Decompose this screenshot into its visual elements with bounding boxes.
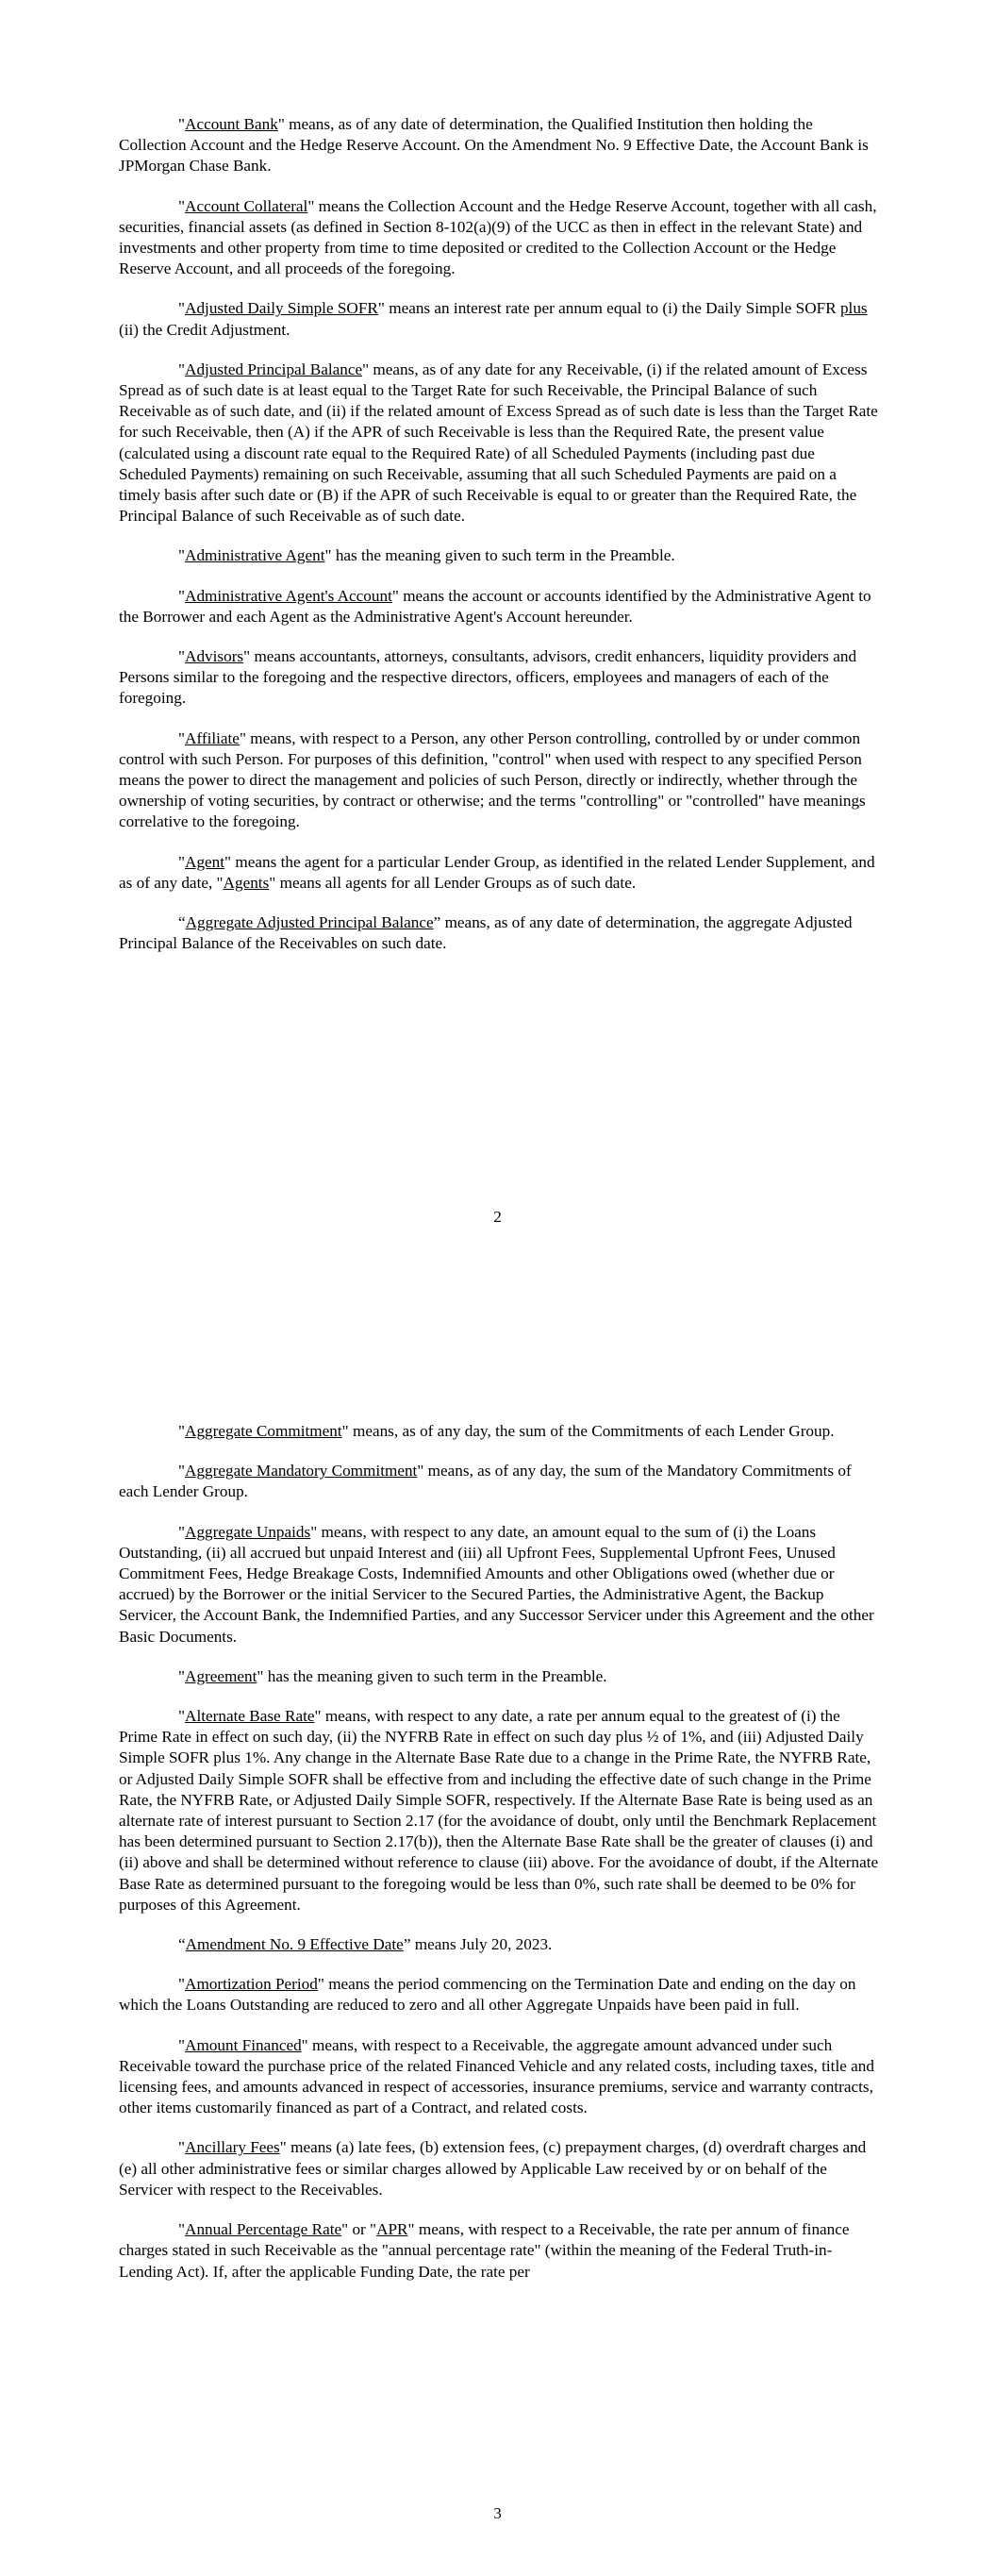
open-quote: " — [178, 1975, 186, 1994]
definition-text: means the agent for a particular Lender Group, as identified in the related Lender Supplement, and as of any date, " — [119, 852, 875, 892]
open-quote: " — [178, 2220, 186, 2239]
open-quote: " — [178, 1707, 186, 1726]
close-quote: ” — [433, 913, 441, 932]
definition-text: means the account or accounts identified by the Administrative Agent to the Borrower and each Agent as the Administrative Agent's Account hereunder. — [119, 586, 871, 626]
defined-term: Annual Percentage Rate — [185, 2220, 342, 2239]
open-quote: " — [178, 1422, 186, 1440]
close-quote: " — [301, 2035, 308, 2054]
definition-text: means the period commencing on the Termination Date and ending on the day on which the Loans Outstanding are reduced to zero and all other Aggregate Unpaids have been paid in full. — [119, 1975, 856, 2015]
definition-text: means, as of any date of determination, the Qualified Institution then holding the Collection Account and the Hedge Reserve Account. On the Amendment No. 9 Effective Date, the Account Bank is JPMorgan Chase Bank. — [119, 115, 869, 176]
close-quote: " — [310, 1522, 318, 1541]
close-quote: " — [277, 115, 285, 133]
close-quote: " — [362, 360, 370, 378]
close-quote: ” — [403, 1935, 411, 1954]
definition-paragraph — [119, 114, 879, 177]
open-quote: " — [178, 852, 186, 871]
defined-term: Aggregate Unpaids — [185, 1522, 311, 1541]
close-quote: " — [341, 1422, 349, 1440]
open-quote: " — [178, 546, 186, 565]
open-quote: " — [178, 2035, 186, 2054]
definition-paragraph — [119, 646, 879, 710]
definition-paragraph — [119, 1706, 879, 1915]
definition-text: has the meaning given to such term in the Preamble. — [331, 546, 675, 565]
close-quote: " — [279, 2138, 287, 2157]
definition-text: means, as of any date of determination, the aggregate Adjusted Principal Balance of the Receivables on such date. — [119, 913, 853, 953]
definition-text-cont: " means, with respect to a Receivable, the rate per annum of finance charges stated in such Receivable as the "annual percentage rate" (within the meaning of the Federal Truth-in-Lending Act). If, after the applicable Funding Date, the rate per — [119, 2220, 850, 2281]
definition-text: has the meaning given to such term in the Preamble. — [263, 1666, 607, 1685]
definition-paragraph — [119, 2035, 879, 2119]
open-quote: " — [178, 115, 186, 133]
definition-paragraph — [119, 196, 879, 280]
close-quote: " — [341, 2220, 349, 2239]
open-quote: " — [178, 1666, 186, 1685]
close-quote: " — [317, 1975, 324, 1994]
defined-term: Account Bank — [185, 115, 278, 133]
definition-text: means, with respect to any date, an amount equal to the sum of (i) the Loans Outstanding, (ii) all accrued but unpaid Interest and (iii) all Upfront Fees, Supplemental Upfront Fees, Unused Commitment Fees, Hedge Breakage Costs, Indemnified Amounts and other Obligations owed (whether due or accrued) by the Borrower or the initial Servicer to the Secured Parties, the Administrative Agent, the Backup Servicer, the Account Bank, the Indemnified Parties, and any Successor Servicer under this Agreement and the other Basic Documents. — [119, 1522, 874, 1646]
open-quote: " — [178, 1522, 186, 1541]
definition-paragraph — [119, 852, 879, 894]
definition-text: means, with respect to a Person, any other Person controlling, controlled by or under common control with such Person. For purposes of this definition, "control" when used with respect to any specified Person means the power to direct the management and policies of such Person, directly or indirectly, whether through the ownership of voting securities, by contract or otherwise; and the terms "controlling" or "controlled" have meanings correlative to the foregoing. — [119, 728, 866, 831]
open-quote: " — [178, 647, 186, 666]
definition-paragraph — [119, 1666, 879, 1687]
definition-text: means, with respect to any date, a rate per annum equal to the greatest of (i) the Prime Rate in effect on such day, (ii) the NYFRB Rate in effect on such day plus ½ of 1%, and (iii) Adjusted Daily Simple SOFR plus 1%. Any change in the Alternate Base Rate due to a change in the Prime Rate, the NYFRB Rate, or Adjusted Daily Simple SOFR shall be effective from and including the effective date of such change in the Prime Rate, the NYFRB Rate, or Adjusted Daily Simple SOFR, respectively. If the Alternate Base Rate is being used as an alternate rate of interest pursuant to Section 2.17 (for the avoidance of doubt, only until the Benchmark Replacement has been determined pursuant to Section 2.17(b)), then the Alternate Base Rate shall be the greater of clauses (i) and (ii) above and shall be determined without reference to clause (iii) above. For the avoidance of doubt, if the Alternate Base Rate as determined pursuant to the foregoing would be less than 0%, such rate shall be deemed to be 0% for purposes of this Agreement. — [119, 1707, 879, 1914]
definition-text: means, with respect to a Receivable, the aggregate amount advanced under such Receivable toward the purchase price of the related Financed Vehicle and any related costs, including taxes, title and licensing fees, and amounts advanced in respect of accessories, insurance premiums, service and warranty contracts, other items customarily financed as part of a Contract, and related costs. — [119, 2035, 874, 2117]
definition-text: means the Collection Account and the Hedge Reserve Account, together with all cash, securities, financial assets (as defined in Section 8-102(a)(9) of the UCC as then in effect in the relevant State) and investments and other property from time to time deposited or credited to the Collection Account or the Hedge Reserve Account, and all proceeds of the foregoing. — [119, 196, 877, 278]
open-quote: “ — [178, 913, 186, 932]
defined-term: Ancillary Fees — [185, 2138, 280, 2157]
definition-paragraph — [119, 1522, 879, 1648]
close-quote: " — [243, 647, 251, 666]
definition-text: means (a) late fees, (b) extension fees, (c) prepayment charges, (d) overdraft charges and (e) all other administrative fees or similar charges allowed by Applicable Law received by or on behalf of the Servicer with respect to the Receivables. — [119, 2138, 867, 2199]
defined-term: Aggregate Commitment — [185, 1422, 342, 1440]
defined-term: Advisors — [185, 647, 244, 666]
defined-term: Amendment No. 9 Effective Date — [185, 1935, 404, 1954]
definition-paragraph — [119, 586, 879, 627]
definition-text: means, as of any day, the sum of the Mandatory Commitments of each Lender Group. — [119, 1462, 852, 1501]
open-quote: " — [178, 2138, 186, 2157]
open-quote: “ — [178, 1935, 186, 1954]
defined-term: Amount Financed — [185, 2035, 302, 2054]
page-2-body — [119, 114, 879, 974]
definition-paragraph — [119, 298, 879, 340]
defined-term: Agreement — [185, 1666, 257, 1685]
close-quote: " — [224, 852, 232, 871]
page-number: 2 — [493, 1208, 502, 1226]
defined-term: Account Collateral — [185, 196, 308, 215]
open-quote: " — [178, 299, 186, 318]
defined-term: Aggregate Adjusted Principal Balance — [185, 913, 434, 932]
definition-paragraph — [119, 1461, 879, 1502]
page-number: 3 — [493, 2504, 502, 2522]
open-quote: " — [178, 360, 186, 378]
close-quote: " — [324, 546, 332, 565]
definition-paragraph — [119, 1934, 879, 1955]
defined-term: Aggregate Mandatory Commitment — [185, 1462, 418, 1480]
close-quote: " — [391, 586, 399, 605]
defined-term: Alternate Base Rate — [185, 1707, 315, 1726]
definition-paragraph — [119, 912, 879, 954]
defined-term: Agent — [185, 852, 225, 871]
definition-paragraph — [119, 2219, 879, 2283]
defined-term: Administrative Agent's Account — [185, 586, 392, 605]
definition-text-cont: " means all agents for all Lender Groups as of such date. — [269, 873, 637, 892]
definition-text: means accountants, attorneys, consultants, advisors, credit enhancers, liquidity providers and Persons similar to the foregoing and the respective directors, officers, employees and managers of each of the foregoing. — [119, 647, 857, 708]
defined-term: Administrative Agent — [185, 546, 325, 565]
definition-text: or " — [348, 2220, 377, 2239]
open-quote: " — [178, 728, 186, 747]
close-quote: " — [417, 1462, 424, 1480]
open-quote: " — [178, 1462, 186, 1480]
definition-paragraph — [119, 728, 879, 833]
definition-paragraph — [119, 545, 879, 566]
definition-paragraph — [119, 360, 879, 527]
open-quote: " — [178, 196, 186, 215]
close-quote: " — [239, 728, 246, 747]
underlined-word: APR — [376, 2220, 408, 2239]
close-quote: " — [314, 1707, 322, 1726]
definition-paragraph — [119, 1974, 879, 2016]
definition-paragraph — [119, 2137, 879, 2200]
close-quote: " — [257, 1666, 264, 1685]
definition-text: means an interest rate per annum equal to (i) the Daily Simple SOFR — [384, 299, 840, 318]
defined-term: Adjusted Principal Balance — [185, 360, 363, 378]
definition-paragraph — [119, 1421, 879, 1442]
definition-text: means, as of any date for any Receivable, (i) if the related amount of Excess Spread as of such date is at least equal to the Target Rate for such Receivable, the Principal Balance of such Receivable as of such date, and (ii) if the related amount of Excess Spread as of such date is less than the Target Rate for such Receivable, then (A) if the APR of such Receivable is less than the Required Rate, the present value (calculated using a discount rate equal to the Required Rate) of all Scheduled Payments (including past due Scheduled Payments) remaining on such Receivable, assuming that all such Scheduled Payments are paid on a timely basis after such date or (B) if the APR of such Receivable is equal to or greater than the Required Rate, the Principal Balance of such Receivable as of such date. — [119, 360, 878, 526]
defined-term: Amortization Period — [185, 1975, 318, 1994]
page-3-body — [119, 1421, 879, 2301]
underlined-word: Agents — [223, 873, 270, 892]
definition-text-cont: (ii) the Credit Adjustment. — [119, 320, 290, 339]
page-3 — [0, 1415, 995, 2576]
defined-term: Affiliate — [185, 728, 240, 747]
definition-text: means, as of any day, the sum of the Commitments of each Lender Group. — [348, 1422, 835, 1440]
defined-term: Adjusted Daily Simple SOFR — [185, 299, 378, 318]
definition-text: means July 20, 2023. — [410, 1935, 553, 1954]
close-quote: " — [307, 196, 315, 215]
underlined-word: plus — [839, 299, 868, 318]
close-quote: " — [377, 299, 385, 318]
open-quote: " — [178, 586, 186, 605]
